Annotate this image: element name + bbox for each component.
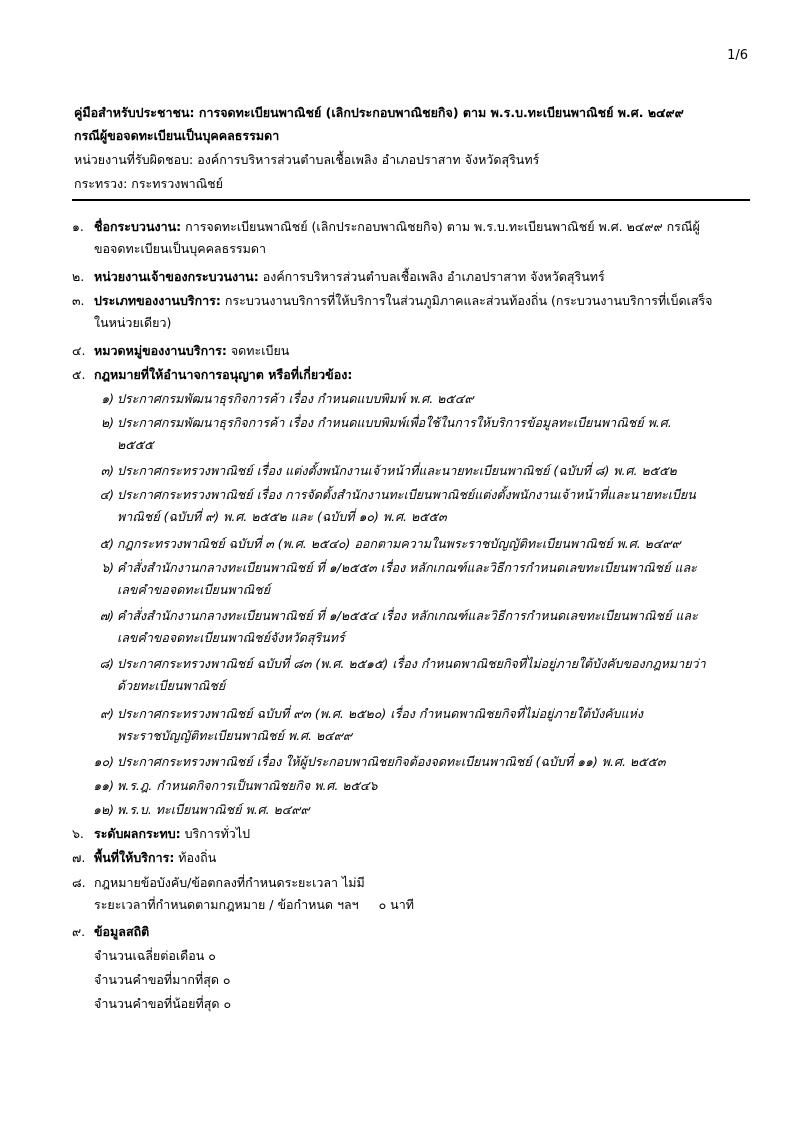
- law-number: ๑): [101, 391, 114, 406]
- law-item: [74, 557, 754, 601]
- section-label: หมวดหมู่ของงานบริการ:: [94, 343, 227, 358]
- law-text-cont: พาณิชย์ (ฉบับที่ ๙) พ.ศ. ๒๕๕๒ และ (ฉบับที่ ๑๐) พ.ศ. ๒๕๕๓: [117, 509, 447, 524]
- law-number: ๔): [99, 487, 114, 502]
- law-text: ประกาศกระทรวงพาณิชย์ ฉบับที่ ๘๓ (พ.ศ. ๒๕๑๕) เรื่อง กำหนดพาณิชยกิจที่ไม่อยู่ภายใต้บังคับของกฎหมายว่า: [117, 656, 706, 671]
- law-text: ประกาศกระทรวงพาณิชย์ ฉบับที่ ๙๓ (พ.ศ. ๒๕๒๐) เรื่อง กำหนดพาณิชยกิจที่ไม่อยู่ภายใต้บังคับแห่ง: [117, 706, 644, 721]
- law-text: คำสั่งสำนักงานกลางทะเบียนพาณิชย์ ที่ ๑/๒๕๕๔ เรื่อง หลักเกณฑ์และวิธีการกำหนดเลขทะเบียนพาณิชย์ และ: [117, 608, 698, 623]
- law-number: ๕): [99, 536, 114, 551]
- law-item: [74, 775, 754, 797]
- section-text-cont: ในหน่วยเดียว): [94, 315, 172, 330]
- law-item: [74, 799, 754, 821]
- section-label: ข้อมูลสถิติ: [94, 924, 150, 939]
- law-text-cont: เลขคำขอจดทะเบียนพาณิชย์จังหวัดสุรินทร์: [117, 630, 345, 645]
- law-item: [74, 605, 754, 649]
- law-number: ๑๒): [92, 802, 114, 817]
- section-text: องค์การบริหารส่วนตำบลเชื้อเพลิง อำเภอปราสาท จังหวัดสุรินทร์: [258, 269, 605, 284]
- section-number: ๕.: [72, 367, 86, 382]
- law-number: ๙): [99, 706, 114, 721]
- section-number: ๓.: [72, 293, 85, 308]
- law-item: [74, 653, 754, 697]
- law-item: [74, 484, 754, 528]
- section-related-laws: [72, 364, 762, 386]
- law-item: [74, 412, 754, 456]
- section-number: ๔.: [72, 343, 86, 358]
- section-label: ระดับผลกระทบ:: [94, 826, 181, 841]
- law-number: ๓): [100, 463, 114, 478]
- law-number: ๑๐): [93, 754, 114, 769]
- section-number: ๗.: [72, 850, 86, 865]
- responsible-agency: หน่วยงานที่รับผิดชอบ: องค์การบริหารส่วนตำบลเชื้อเพลิง อำเภอปราสาท จังหวัดสุรินทร์: [74, 152, 540, 167]
- law-item: [74, 388, 754, 410]
- law-text-cont: ด้วยทะเบียนพาณิชย์: [117, 678, 226, 693]
- law-text: ประกาศกระทรวงพาณิชย์ เรื่อง ให้ผู้ประกอบพาณิชยกิจต้องจดทะเบียนพาณิชย์ (ฉบับที่ ๑๑) พ.ศ. ๒๕๕๓: [117, 754, 666, 769]
- stat-min-requests: จำนวนคำขอที่น้อยที่สุด ๐: [94, 996, 232, 1011]
- law-number: ๗): [99, 608, 114, 623]
- manual-title-line: [74, 104, 754, 122]
- section-label: กฎหมายที่ให้อำนาจการอนุญาต หรือที่เกี่ยวข้อง:: [94, 367, 353, 382]
- stat-max-requests: จำนวนคำขอที่มากที่สุด ๐: [94, 972, 231, 987]
- manual-title-text: การจดทะเบียนพาณิชย์ (เลิกประกอบพาณิชยกิจ) ตาม พ.ร.บ.ทะเบียนพาณิชย์ พ.ศ. ๒๔๙๙: [194, 105, 684, 120]
- section-text: ท้องถิ่น: [174, 850, 217, 865]
- law-text: ประกาศกรมพัฒนาธุรกิจการค้า เรื่อง กำหนดแบบพิมพ์เพื่อใช้ในการให้บริการข้อมูลทะเบียนพาณิชย์ พ.ศ.: [117, 415, 672, 430]
- section-number: ๖.: [72, 826, 84, 841]
- law-text: พ.ร.ฎ. กำหนดกิจการเป็นพาณิชยกิจ พ.ศ. ๒๕๔๖: [117, 778, 378, 793]
- section-service-category: [72, 340, 762, 362]
- section-label: หน่วยงานเจ้าของกระบวนงาน:: [94, 269, 259, 284]
- section-label: ชื่อกระบวนงาน:: [94, 219, 182, 234]
- section-text: กระบวนงานบริการที่ให้บริการในส่วนภูมิภาคและส่วนท้องถิ่น (กระบวนงานบริการที่เบ็ดเสร็จ: [220, 293, 713, 308]
- law-number: ๑๑): [93, 778, 114, 793]
- law-text: ประกาศกระทรวงพาณิชย์ เรื่อง แต่งตั้งพนักงานเจ้าหน้าที่และนายทะเบียนพาณิชย์ (ฉบับที่ ๘) พ.ศ. ๒๕๕๒: [117, 463, 677, 478]
- section-statistics: [72, 921, 762, 943]
- law-text: ประกาศกระทรวงพาณิชย์ เรื่อง การจัดตั้งสำนักงานทะเบียนพาณิชย์แต่งตั้งพนักงานเจ้าหน้าที่และนายทะเบียน: [117, 487, 696, 502]
- section-number: ๘.: [72, 875, 86, 890]
- section-owner-agency: [72, 266, 762, 288]
- section-number: ๒.: [72, 269, 85, 284]
- law-item: [74, 703, 754, 747]
- section-text: จดทะเบียน: [226, 343, 290, 358]
- law-text-cont: เลขคำขอจดทะเบียนพาณิชย์: [117, 582, 271, 597]
- law-text: กฎกระทรวงพาณิชย์ ฉบับที่ ๓ (พ.ศ. ๒๕๔๐) ออกตามความในพระราชบัญญัติทะเบียนพาณิชย์ พ.ศ. ๒๔๙๙: [117, 536, 681, 551]
- law-text: ประกาศกรมพัฒนาธุรกิจการค้า เรื่อง กำหนดแบบพิมพ์ พ.ศ. ๒๕๔๙: [117, 391, 474, 406]
- law-number: ๒): [100, 415, 114, 430]
- section-impact-level: [72, 823, 762, 845]
- law-text-cont: พระราชบัญญัติทะเบียนพาณิชย์ พ.ศ. ๒๔๙๙: [117, 728, 353, 743]
- manual-title-label: คู่มือสำหรับประชาชน:: [74, 105, 195, 120]
- section-text: กฎหมายข้อบังคับ/ข้อตกลงที่กำหนดระยะเวลา ไม่มี: [94, 875, 365, 890]
- law-text-cont: ๒๕๕๕: [117, 437, 154, 452]
- law-item: [74, 751, 754, 773]
- section-number: ๙.: [72, 924, 86, 939]
- section-number: ๑.: [72, 219, 84, 234]
- section-text: บริการทั่วไป: [180, 826, 251, 841]
- ministry: กระทรวง: กระทรวงพาณิชย์: [74, 176, 223, 191]
- law-number: ๘): [99, 656, 114, 671]
- law-text: พ.ร.บ. ทะเบียนพาณิชย์ พ.ศ. ๒๔๙๙: [117, 802, 310, 817]
- stat-avg-per-month: จำนวนเฉลี่ยต่อเดือน ๐: [94, 948, 216, 963]
- page-number: 1/6: [727, 48, 748, 63]
- law-item: [74, 460, 754, 482]
- section-service-area: [72, 847, 762, 869]
- section-text-cont: ระยะเวลาที่กำหนดตามกฎหมาย / ข้อกำหนด ฯลฯ ๐ นาที: [94, 897, 414, 912]
- section-text: การจดทะเบียนพาณิชย์ (เลิกประกอบพาณิชยกิจ) ตาม พ.ร.บ.ทะเบียนพาณิชย์ พ.ศ. ๒๔๙๙ กรณีผู้: [181, 219, 700, 234]
- section-label: พื้นที่ให้บริการ:: [94, 850, 175, 865]
- section-service-type: [72, 290, 762, 334]
- law-item: [74, 533, 754, 555]
- manual-subtitle: กรณีผู้ขอจดทะเบียนเป็นบุคคลธรรมดา: [74, 128, 280, 143]
- section-process-name: [72, 216, 762, 260]
- law-number: ๖): [101, 560, 114, 575]
- header-divider: [72, 199, 750, 201]
- section-text-cont: ขอจดทะเบียนเป็นบุคคลธรรมดา: [94, 241, 267, 256]
- law-text: คำสั่งสำนักงานกลางทะเบียนพาณิชย์ ที่ ๑/๒๕๕๓ เรื่อง หลักเกณฑ์และวิธีการกำหนดเลขทะเบียนพาณิชย์ และ: [117, 560, 697, 575]
- section-label: ประเภทของงานบริการ:: [94, 293, 221, 308]
- section-time-regulation: [72, 872, 762, 916]
